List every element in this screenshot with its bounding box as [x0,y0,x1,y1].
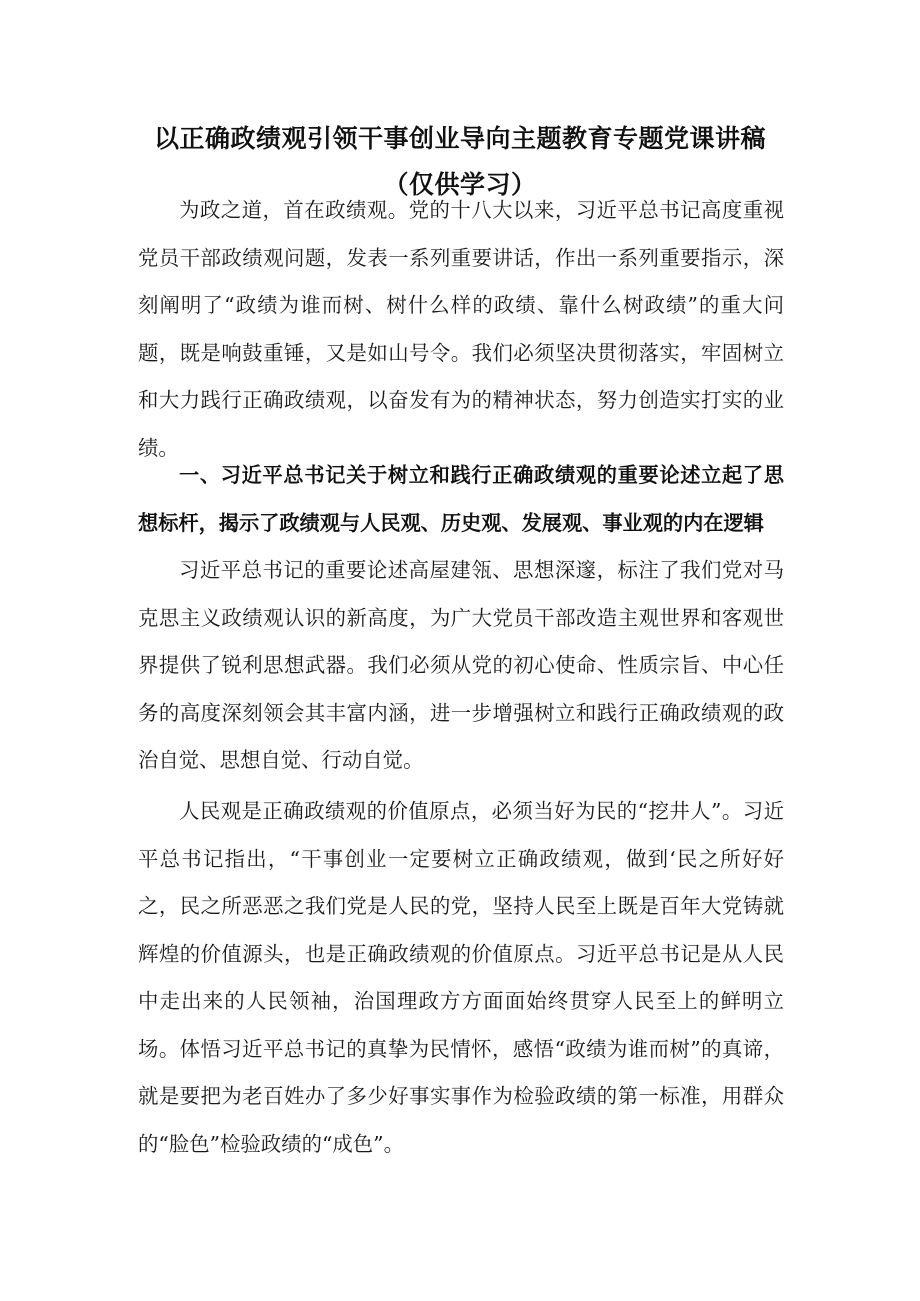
body-paragraph-3: 人民观是正确政绩观的价值原点，必须当好为民的“挖井人”。习近平总书记指出，“干事创业一定要树立正确政绩观，做到‘民之所好好之，民之所恶恶之我们党是人民的党，坚持人民至上既是百年大党铸就辉煌的价值源头，也是正确政绩观的价值原点。习近平总书记是从人民中走出来的人民领袖，治国理政方方面面始终贯穿人民至上的鲜明立场。体悟习近平总书记的真挚为民情怀，感悟“政绩为谁而树”的真谛，就是要把为老百姓办了多少好事实事作为检验政绩的第一标准，用群众的“脸色”检验政绩的“成色”。 [138,799,784,1156]
document-title: 以正确政绩观引领干事创业导向主题教育专题党课讲稿（仅供学习） [153,124,766,199]
section-heading-1: 一、习近平总书记关于树立和践行正确政绩观的重要论述立起了思想标杆，揭示了政绩观与人民观、历史观、发展观、事业观的内在逻辑 [138,463,784,535]
body-paragraph-2: 习近平总书记的重要论述高屋建瓴、思想深邃，标注了我们党对马克思主义政绩观认识的新高度，为广大党员干部改造主观世界和客观世界提供了锐利思想武器。我们必须从党的初心使命、性质宗旨、中心任务的高度深刻领会其丰富内涵，进一步增强树立和践行正确政绩观的政治自觉、思想自觉、行动自觉。 [138,558,784,772]
intro-paragraph: 为政之道，首在政绩观。党的十八大以来，习近平总书记高度重视党员干部政绩观问题，发表一系列重要讲话，作出一系列重要指示，深刻阐明了“政绩为谁而树、树什么样的政绩、靠什么树政绩”的重大问题，既是响鼓重锤，又是如山号令。我们必须坚决贯彻落实，牢固树立和大力践行正确政绩观，以奋发有为的精神状态，努力创造实打实的业绩。 [138,198,784,460]
